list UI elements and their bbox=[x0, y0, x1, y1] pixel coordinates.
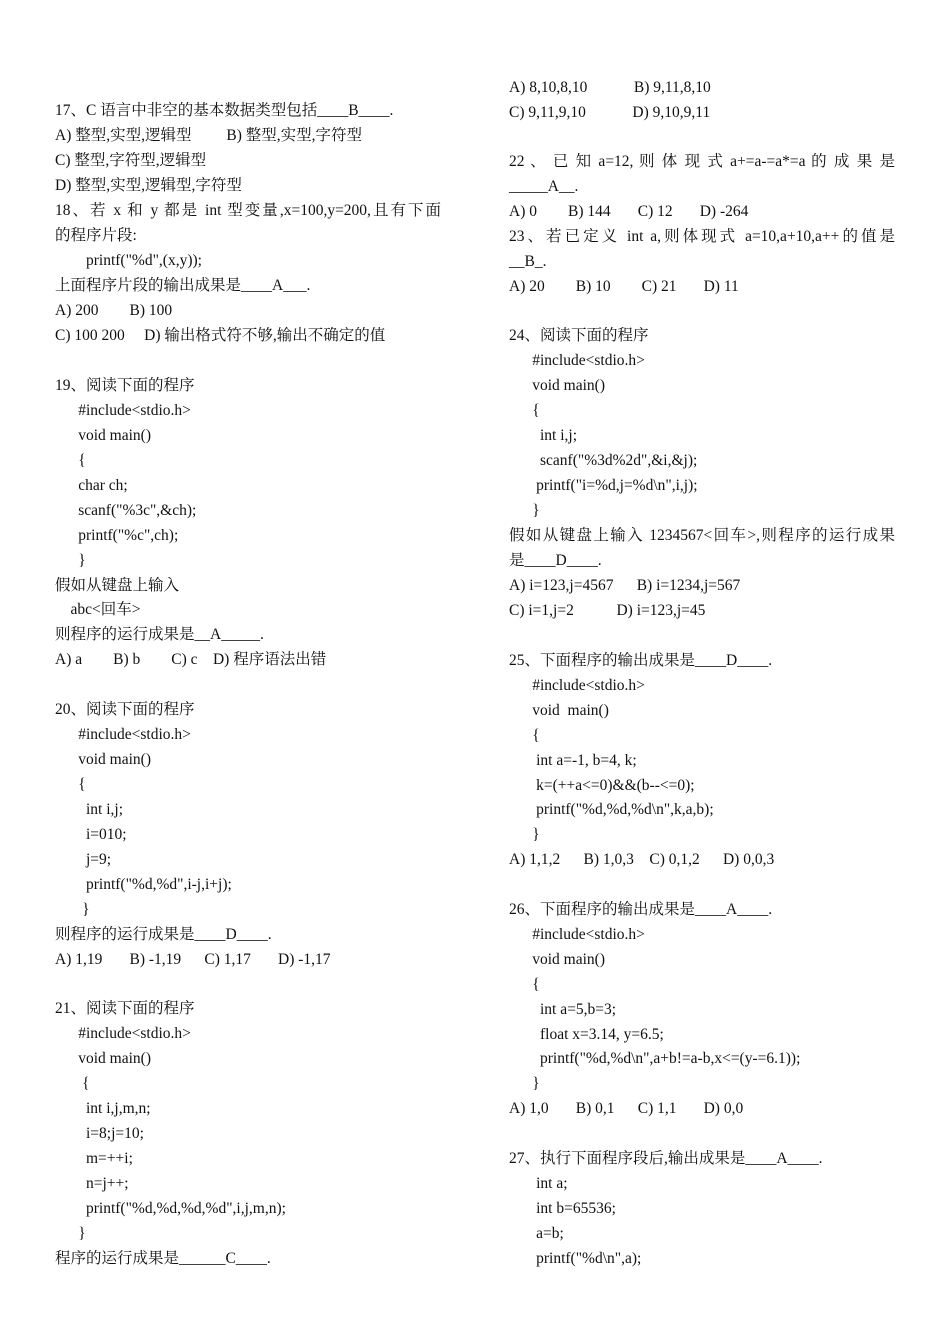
q17-option-d: D) 整型,实型,逻辑型,字符型 bbox=[55, 177, 242, 194]
q20-code-line: printf("%d,%d",i-j,i+j); bbox=[55, 876, 232, 893]
q25-code-line: printf("%d,%d,%d\n",k,a,b); bbox=[509, 801, 714, 818]
q26-stem: 26、下面程序的输出成果是____A____. bbox=[509, 901, 773, 918]
q25-code-line: int a=-1, b=4, k; bbox=[509, 752, 637, 769]
q27-code-line: printf("%d\n",a); bbox=[509, 1250, 642, 1267]
q27-code-line: int b=65536; bbox=[509, 1200, 616, 1217]
q24-code-line: printf("i=%d,j=%d\n",i,j); bbox=[509, 477, 698, 494]
q21-code-line: int i,j,m,n; bbox=[55, 1100, 151, 1117]
q24-input-text: 假如从键盘上输入 1234567<回车>,则程序的运行成果 bbox=[509, 527, 895, 544]
q19-code-line: char ch; bbox=[55, 477, 128, 494]
q18-stem-cont: 的程序片段: bbox=[55, 227, 137, 244]
q17-stem: 17、C 语言中非空的基本数据类型包括____B____. bbox=[55, 102, 394, 119]
q21-code-line: i=8;j=10; bbox=[55, 1125, 144, 1142]
q20-options: A) 1,19 B) -1,19 C) 1,17 D) -1,17 bbox=[55, 951, 331, 968]
q19-stem: 19、阅读下面的程序 bbox=[55, 377, 195, 394]
q25-options: A) 1,1,2 B) 1,0,3 C) 0,1,2 D) 0,0,3 bbox=[509, 851, 775, 868]
q19-options: A) a B) b C) c D) 程序语法出错 bbox=[55, 651, 327, 668]
q19-input-value: abc<回车> bbox=[55, 601, 141, 618]
q25-code-line: } bbox=[509, 826, 540, 843]
q24-options-ab: A) i=123,j=4567 B) i=1234,j=567 bbox=[509, 577, 741, 594]
q24-code-line: { bbox=[509, 402, 540, 419]
q25-code-line: { bbox=[509, 727, 540, 744]
q24-code-line: void main() bbox=[509, 377, 605, 394]
q20-code-line: { bbox=[55, 776, 86, 793]
q25-code-line: void main() bbox=[509, 702, 609, 719]
q27-stem: 27、执行下面程序段后,输出成果是____A____. bbox=[509, 1150, 823, 1167]
q21-code-line: { bbox=[55, 1075, 90, 1092]
q24-options-cd: C) i=1,j=2 D) i=123,j=45 bbox=[509, 602, 706, 619]
q26-code-line: int a=5,b=3; bbox=[509, 1001, 617, 1018]
q21-code-line: } bbox=[55, 1225, 86, 1242]
q21-code-line: #include<stdio.h> bbox=[55, 1025, 191, 1042]
q26-code-line: float x=3.14, y=6.5; bbox=[509, 1026, 664, 1043]
q20-code-line: #include<stdio.h> bbox=[55, 726, 191, 743]
q26-code-line: #include<stdio.h> bbox=[509, 926, 645, 943]
q27-code-line: int a; bbox=[509, 1175, 568, 1192]
q19-question: 则程序的运行成果是__A_____. bbox=[55, 626, 264, 643]
q19-input-text: 假如从键盘上输入 bbox=[55, 577, 180, 594]
q24-stem: 24、阅读下面的程序 bbox=[509, 327, 649, 344]
q24-code-line: } bbox=[509, 502, 540, 519]
q20-code-line: void main() bbox=[55, 751, 151, 768]
q21-options-ab: A) 8,10,8,10 B) 9,11,8,10 bbox=[509, 79, 711, 96]
q19-code-line: #include<stdio.h> bbox=[55, 402, 191, 419]
q19-code-line: void main() bbox=[55, 427, 151, 444]
q19-code-line: { bbox=[55, 452, 86, 469]
q20-code-line: i=010; bbox=[55, 826, 127, 843]
q20-question: 则程序的运行成果是____D____. bbox=[55, 926, 272, 943]
q20-code-line: j=9; bbox=[55, 851, 112, 868]
q18-options-cd: C) 100 200 D) 输出格式符不够,输出不确定的值 bbox=[55, 327, 386, 344]
q19-code-line: printf("%c",ch); bbox=[55, 527, 179, 544]
q18-code: printf("%d",(x,y)); bbox=[55, 252, 202, 269]
q24-code-line: int i,j; bbox=[509, 427, 578, 444]
q24-question: 是____D____. bbox=[509, 552, 602, 569]
q26-code-line: { bbox=[509, 976, 540, 993]
q23-stem-cont: __B_. bbox=[509, 253, 547, 270]
q19-code-line: scanf("%3c",&ch); bbox=[55, 502, 197, 519]
q20-code-line: int i,j; bbox=[55, 801, 124, 818]
q21-options-cd: C) 9,11,9,10 D) 9,10,9,11 bbox=[509, 104, 711, 121]
q21-code-line: printf("%d,%d,%d,%d",i,j,m,n); bbox=[55, 1200, 286, 1217]
q17-options-ab: A) 整型,实型,逻辑型 B) 整型,实型,字符型 bbox=[55, 127, 362, 144]
q18-options-ab: A) 200 B) 100 bbox=[55, 302, 173, 319]
q27-code-line: a=b; bbox=[509, 1225, 564, 1242]
q23-stem: 23、若已定义 int a,则体现式 a=10,a+10,a++的值是 bbox=[509, 228, 895, 245]
q26-code-line: printf("%d,%d\n",a+b!=a-b,x<=(y-=6.1)); bbox=[509, 1050, 801, 1067]
q25-stem: 25、下面程序的输出成果是____D____. bbox=[509, 652, 773, 669]
q21-code-line: m=++i; bbox=[55, 1150, 133, 1167]
q22-stem: 22 、 已 知 a=12, 则 体 现 式 a+=a-=a*=a 的 成 果 是 bbox=[509, 153, 895, 170]
q24-code-line: scanf("%3d%2d",&i,&j); bbox=[509, 452, 698, 469]
q20-code-line: } bbox=[55, 901, 90, 918]
q21-question: 程序的运行成果是______C____. bbox=[55, 1250, 271, 1267]
q18-stem: 18、若 x 和 y 都是 int 型变量,x=100,y=200,且有下面 bbox=[55, 202, 441, 219]
q22-stem-cont: _____A__. bbox=[509, 178, 579, 195]
q21-code-line: n=j++; bbox=[55, 1175, 129, 1192]
q20-stem: 20、阅读下面的程序 bbox=[55, 701, 195, 718]
q19-code-line: } bbox=[55, 552, 86, 569]
q26-code-line: void main() bbox=[509, 951, 605, 968]
q24-code-line: #include<stdio.h> bbox=[509, 352, 645, 369]
q25-code-line: k=(++a<=0)&&(b--<=0); bbox=[509, 777, 695, 794]
q17-option-c: C) 整型,字符型,逻辑型 bbox=[55, 152, 207, 169]
q21-code-line: void main() bbox=[55, 1050, 151, 1067]
q21-stem: 21、阅读下面的程序 bbox=[55, 1000, 195, 1017]
q18-question: 上面程序片段的输出成果是____A___. bbox=[55, 277, 311, 294]
q26-options: A) 1,0 B) 0,1 C) 1,1 D) 0,0 bbox=[509, 1100, 744, 1117]
q22-options: A) 0 B) 144 C) 12 D) -264 bbox=[509, 203, 749, 220]
q26-code-line: } bbox=[509, 1075, 540, 1092]
q23-options: A) 20 B) 10 C) 21 D) 11 bbox=[509, 278, 739, 295]
q25-code-line: #include<stdio.h> bbox=[509, 677, 645, 694]
